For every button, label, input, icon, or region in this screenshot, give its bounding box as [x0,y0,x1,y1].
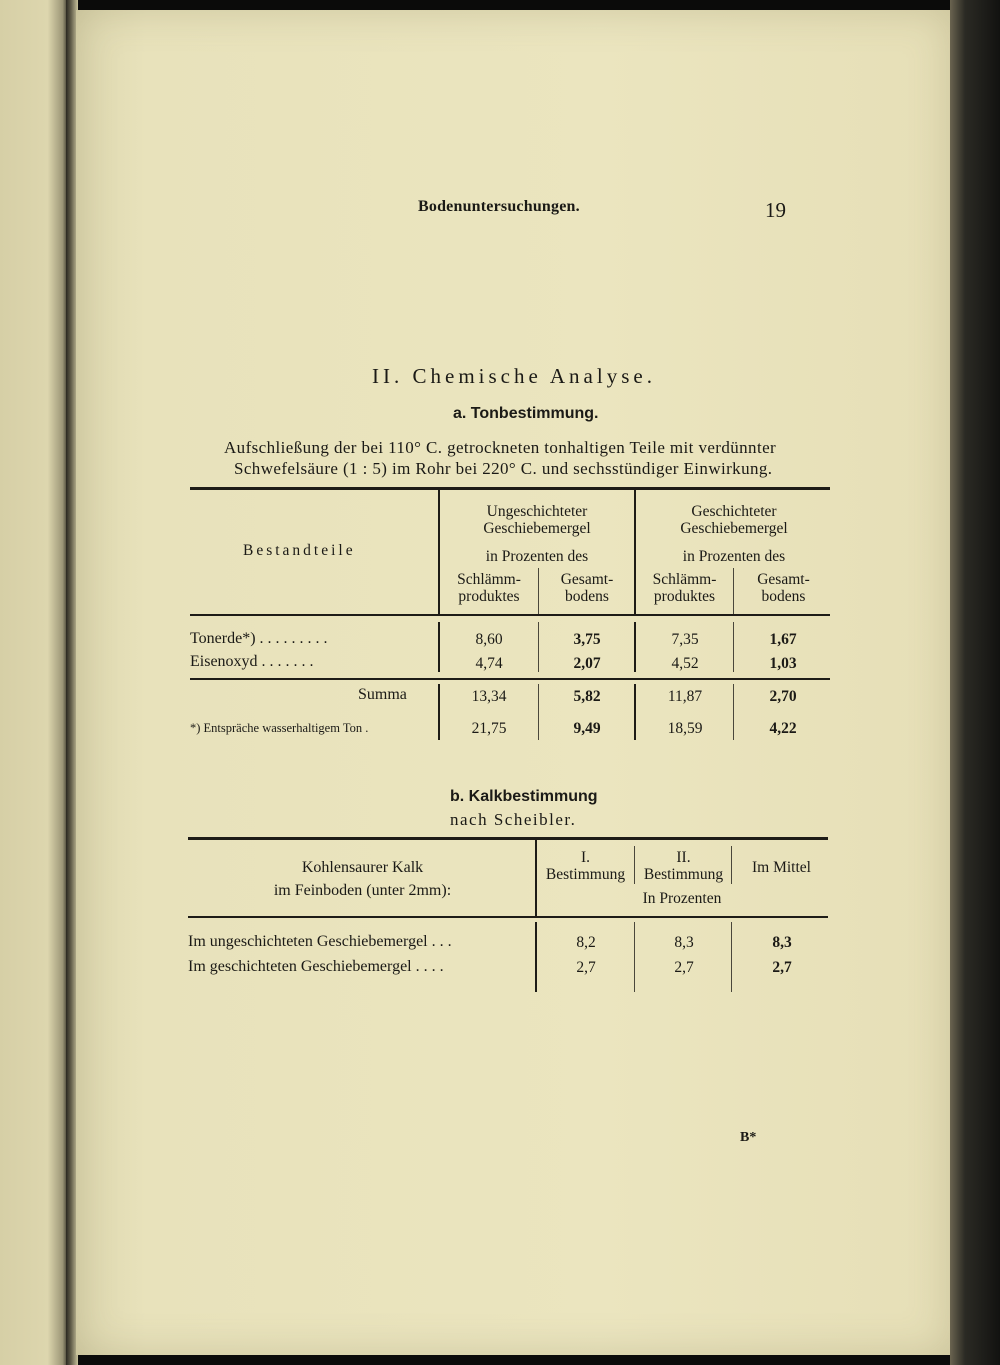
subheader-bodens-2: bodens [761,588,806,605]
value-cell: 2,7 [674,959,694,976]
table-divider [538,622,539,672]
table-divider [634,846,635,884]
subheader-schlaemm-1: Schlämm- [457,571,521,588]
value-cell: 2,7 [576,959,596,976]
book-cover-edge [950,0,1000,1365]
table-divider [538,684,539,740]
group2-subheader: in Prozenten des [682,548,786,565]
subheader-bodens-1: bodens [565,588,609,605]
subheader-produktes-2: produktes [653,588,716,605]
col-ii-line2: Bestimmung [643,866,724,883]
row-label-summa: Summa [358,686,407,703]
col-i-line2: Bestimmung [545,866,626,883]
table-sum-rule [190,678,830,680]
table-divider [634,922,635,992]
subheader-gesamt-1: Gesamt- [560,571,614,588]
section-title: II. Chemische Analyse. [372,364,656,388]
group1-header-line2: Geschiebemergel [483,520,591,537]
row-label-ungeschichtet: Im ungeschichteten Geschiebemergel . . . [188,933,452,950]
row-label-eisenoxyd: Eisenoxyd . . . . . . . [190,653,314,670]
value-cell: 11,87 [667,688,703,705]
value-cell: 13,34 [471,688,507,705]
part-a-title: a. Tonbestimmung. [453,405,599,422]
value-cell: 8,3 [674,934,694,951]
group1-subheader: in Prozenten des [485,548,589,565]
col-i-line1: I. [580,849,591,866]
value-cell: 8,2 [576,934,596,951]
subheader-gesamt-2: Gesamt- [757,571,810,588]
value-cell: 2,07 [573,655,601,672]
value-cell: 18,59 [667,720,703,737]
col-mittel: Im Mittel [752,859,811,876]
table-divider [438,684,440,740]
value-cell: 21,75 [471,720,507,737]
table-header-rule [188,916,828,918]
value-cell: 7,35 [671,631,699,648]
table-divider [535,922,537,992]
subheader-produktes-1: produktes [458,588,520,605]
value-cell: 4,22 [769,720,797,737]
table-divider [538,568,539,614]
value-cell: 1,67 [769,631,797,648]
value-cell: 2,7 [772,959,792,976]
value-cell: 5,82 [573,688,601,705]
part-b-title: b. Kalkbestimmung [450,788,598,805]
table-divider [731,846,732,884]
table-top-rule [188,837,828,840]
subheader-schlaemm-2: Schlämm- [652,571,717,588]
table-divider [731,922,732,992]
kalk-label-line2: im Feinboden (unter 2mm): [273,882,452,899]
part-a-intro-line2: Schwefelsäure (1 : 5) im Rohr bei 220° C. und sechsstündiger Einwirkung. [234,459,773,478]
row-label-footnote: *) Entspräche wasserhaltigem Ton . [190,721,369,735]
value-cell: 9,49 [573,720,601,737]
signature-mark: B* [740,1130,757,1145]
part-a-intro-line1: Aufschließung der bei 110° C. getrockneten tonhaltigen Teile mit verdünnter [224,438,777,457]
part-b-subtitle: nach Scheibler. [450,810,577,829]
table-divider [733,568,734,614]
row-label-tonerde: Tonerde*) . . . . . . . . . [190,630,328,647]
table-divider [634,622,636,672]
kalk-label-line1: Kohlensaurer Kalk [301,859,424,876]
value-cell: 4,74 [475,655,503,672]
row-label-geschichtet: Im geschichteten Geschiebemergel . . . . [188,958,444,975]
table-header-rule [190,614,830,616]
group2-header-line1: Geschichteter [691,503,777,520]
table-divider [733,684,734,740]
group2-header-line2: Geschiebemergel [680,520,788,537]
left-page-edge [0,0,68,1365]
table-top-rule [190,487,830,490]
table-divider [634,684,636,740]
value-cell: 4,52 [671,655,699,672]
col-ii-line1: II. [676,849,691,866]
table-divider [733,622,734,672]
value-cell: 8,60 [475,631,503,648]
value-cell: 1,03 [769,655,797,672]
value-cell: 3,75 [573,631,601,648]
column-label-bestandteile: Bestandteile [243,542,356,559]
value-cell: 2,70 [769,688,797,705]
table-divider [438,622,440,672]
group1-header-line1: Ungeschichteter [486,503,588,520]
running-title: Bodenuntersuchungen. [418,198,580,215]
page-number: 19 [765,198,786,222]
unit-label: In Prozenten [642,890,722,907]
value-cell: 8,3 [772,934,792,951]
